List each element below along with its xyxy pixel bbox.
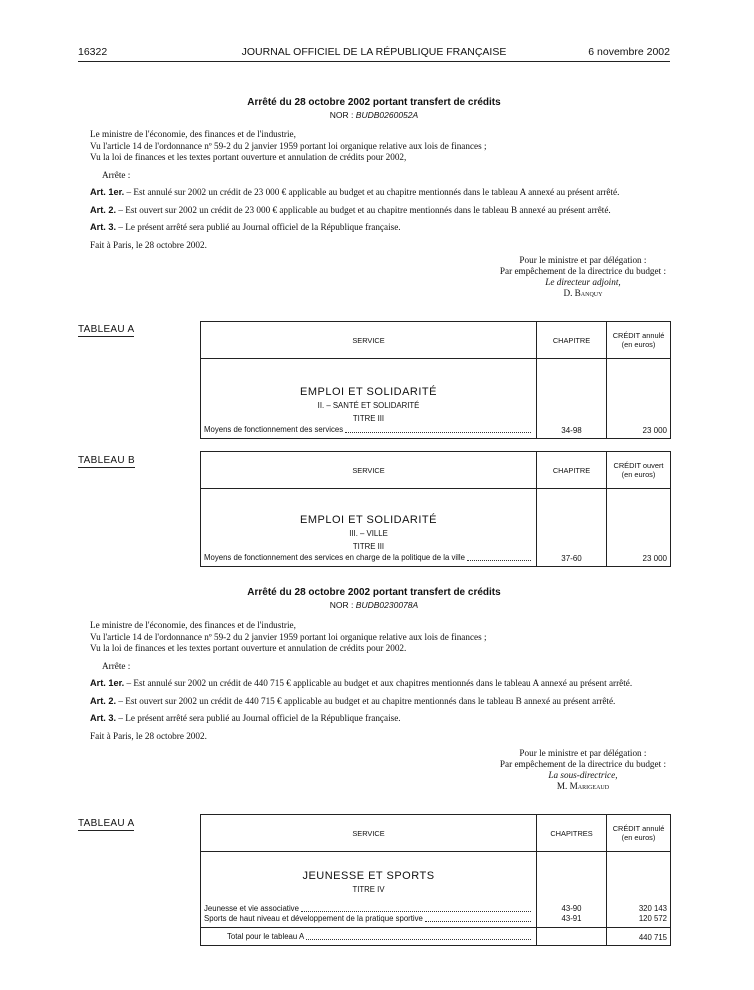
service-cell: [201, 852, 537, 928]
nor-reference: [78, 109, 670, 121]
row-chapitre: 43-91: [561, 914, 582, 923]
table-label: TABLEAU A: [78, 818, 135, 829]
article-text: – Est ouvert sur 2002 un crédit de 440 715 € applicable au budget et au chapitre mentionnés dans le tableau B annexé au présent arrêté.: [116, 695, 616, 706]
ministry-name: EMPLOI ET SOLIDARITÉ: [300, 514, 437, 526]
table-b-decree-1: [200, 451, 671, 567]
article-3: [78, 222, 670, 234]
total-row: [227, 932, 533, 942]
article-label: Art. 2.: [90, 695, 117, 706]
ministry-name: EMPLOI ET SOLIDARITÉ: [300, 386, 437, 398]
nor-reference: [78, 599, 670, 611]
signatory-name: D. Banquy: [563, 288, 603, 298]
table-row: [204, 553, 533, 563]
article-label: Art. 2.: [90, 204, 117, 215]
intro-line: Vu la loi de finances et les textes portant ouverture et annulation de crédits pour 2002,: [90, 152, 407, 162]
credit-cell: [607, 852, 671, 928]
nor-code: BUDB0230078A: [355, 600, 419, 610]
nor-code: BUDB0260052A: [355, 110, 419, 120]
column-header: CRÉDIT annulé (en euros): [607, 815, 671, 852]
ministry-name: JEUNESSE ET SPORTS: [302, 870, 435, 882]
row-service: Moyens de fonctionnement des services: [204, 425, 344, 434]
article-text: – Est annulé sur 2002 un crédit de 440 715 € applicable au budget et aux chapitres mentionnés dans le tableau A annexé au présent arrêté.: [124, 678, 633, 688]
signature-line: Par empêchement de la directrice du budget :: [499, 759, 666, 769]
row-service: Moyens de fonctionnement des services en charge de la politique de la ville: [204, 553, 465, 562]
decree-1: [78, 96, 670, 299]
credit-cell: 23 000: [607, 359, 671, 439]
section-name: II. – SANTÉ ET SOLIDARITÉ: [317, 401, 420, 410]
service-cell: [201, 359, 537, 439]
article-label: Art. 3.: [90, 713, 117, 723]
chapitre-cell: 37-60: [537, 489, 607, 567]
article-2: [78, 205, 670, 217]
column-header: CHAPITRES: [537, 815, 607, 852]
column-header: SERVICE: [201, 322, 537, 359]
journal-title: JOURNAL OFFICIEL DE LA RÉPUBLIQUE FRANÇAISE: [241, 46, 507, 58]
signature-line: Pour le ministre et par délégation :: [519, 748, 647, 758]
total-value: 440 715: [607, 928, 671, 946]
column-header: CRÉDIT ouvert (en euros): [607, 452, 671, 489]
nor-label: NOR :: [329, 600, 354, 610]
signature-line: Par empêchement de la directrice du budget :: [499, 266, 666, 276]
signature-line: Pour le ministre et par délégation :: [519, 255, 647, 265]
table-row: [204, 425, 533, 435]
row-credit: 320 143: [638, 904, 667, 913]
article-text: – Le présent arrêté sera publié au Journal officiel de la République française.: [116, 713, 401, 723]
column-header: SERVICE: [201, 452, 537, 489]
table-label: TABLEAU A: [78, 324, 135, 335]
table-row: [204, 904, 533, 914]
credit-cell: 23 000: [607, 489, 671, 567]
signatory-name: M. Marigeaud: [556, 781, 610, 791]
signature-role: Le directeur adjoint,: [545, 277, 621, 287]
decree-title: Arrêté du 28 octobre 2002 portant transfert de crédits: [247, 587, 501, 598]
header-rule: [78, 61, 670, 62]
article-text: – Le présent arrêté sera publié au Journal officiel de la République française.: [116, 222, 401, 232]
column-header: CHAPITRE: [537, 452, 607, 489]
total-label: Total pour le tableau A: [227, 932, 305, 941]
signature-block: [78, 255, 666, 299]
fait-line: Fait à Paris, le 28 octobre 2002.: [90, 239, 207, 250]
page-number: 16322: [78, 46, 108, 58]
chapitre-cell: [537, 852, 607, 928]
issue-date: 6 novembre 2002: [588, 46, 670, 58]
article-label: Art. 1er.: [90, 187, 125, 197]
intro-line: Vu l'article 14 de l'ordonnance nº 59-2 du 2 janvier 1959 portant loi organique relative aux lois de finances ;: [90, 140, 487, 151]
intro-line: Le ministre de l'économie, des finances et de l'industrie,: [90, 620, 296, 630]
column-header: CHAPITRE: [537, 322, 607, 359]
fait-line: Fait à Paris, le 28 octobre 2002.: [90, 730, 207, 741]
article-1: [78, 678, 670, 690]
nor-label: NOR :: [329, 110, 354, 120]
titre-name: TITRE III: [352, 542, 385, 551]
chapitre-cell: 34-98: [537, 359, 607, 439]
row-service: Jeunesse et vie associative: [204, 904, 299, 913]
article-2: [78, 696, 670, 708]
titre-name: TITRE IV: [352, 885, 385, 894]
table-label: TABLEAU B: [78, 455, 135, 466]
titre-name: TITRE III: [352, 414, 385, 423]
decree-body: [78, 129, 670, 251]
page-header: [78, 46, 670, 62]
arrete-line: Arrête :: [102, 169, 131, 180]
service-cell: [201, 489, 537, 567]
decree-2: [78, 586, 670, 792]
article-label: Art. 3.: [90, 222, 117, 232]
intro-line: Le ministre de l'économie, des finances et de l'industrie,: [90, 129, 296, 139]
table-a-decree-2: [200, 814, 671, 946]
intro-line: Vu l'article 14 de l'ordonnance nº 59-2 du 2 janvier 1959 portant loi organique relative aux lois de finances ;: [90, 631, 487, 642]
arrete-line: Arrête :: [102, 660, 131, 671]
section-name: III. – VILLE: [349, 529, 388, 538]
article-label: Art. 1er.: [90, 678, 125, 688]
article-text: – Est ouvert sur 2002 un crédit de 23 000 € applicable au budget et au chapitre mentionnés dans le tableau B annexé au présent arrêté.: [116, 204, 611, 215]
column-header: CRÉDIT annulé (en euros): [607, 322, 671, 359]
decree-title: Arrêté du 28 octobre 2002 portant transfert de crédits: [247, 97, 501, 108]
table-a-decree-1: [200, 321, 671, 439]
signature-role: La sous-directrice,: [548, 770, 618, 780]
table-row: [204, 914, 533, 924]
article-3: [78, 713, 670, 725]
total-cell: [201, 928, 537, 946]
decree-body: [78, 620, 670, 742]
row-chapitre: 43-90: [561, 904, 582, 913]
intro-line: Vu la loi de finances et les textes portant ouverture et annulation de crédits pour 2002.: [90, 643, 407, 653]
article-text: – Est annulé sur 2002 un crédit de 23 000 € applicable au budget et au chapitre mentionnés dans le tableau A annexé au présent arrêté.: [124, 187, 620, 197]
empty-cell: [537, 928, 607, 946]
column-header: SERVICE: [201, 815, 537, 852]
article-1: [78, 187, 670, 199]
row-service: Sports de haut niveau et développement de la pratique sportive: [204, 914, 423, 923]
row-credit: 120 572: [638, 914, 667, 923]
signature-block: [78, 748, 666, 792]
